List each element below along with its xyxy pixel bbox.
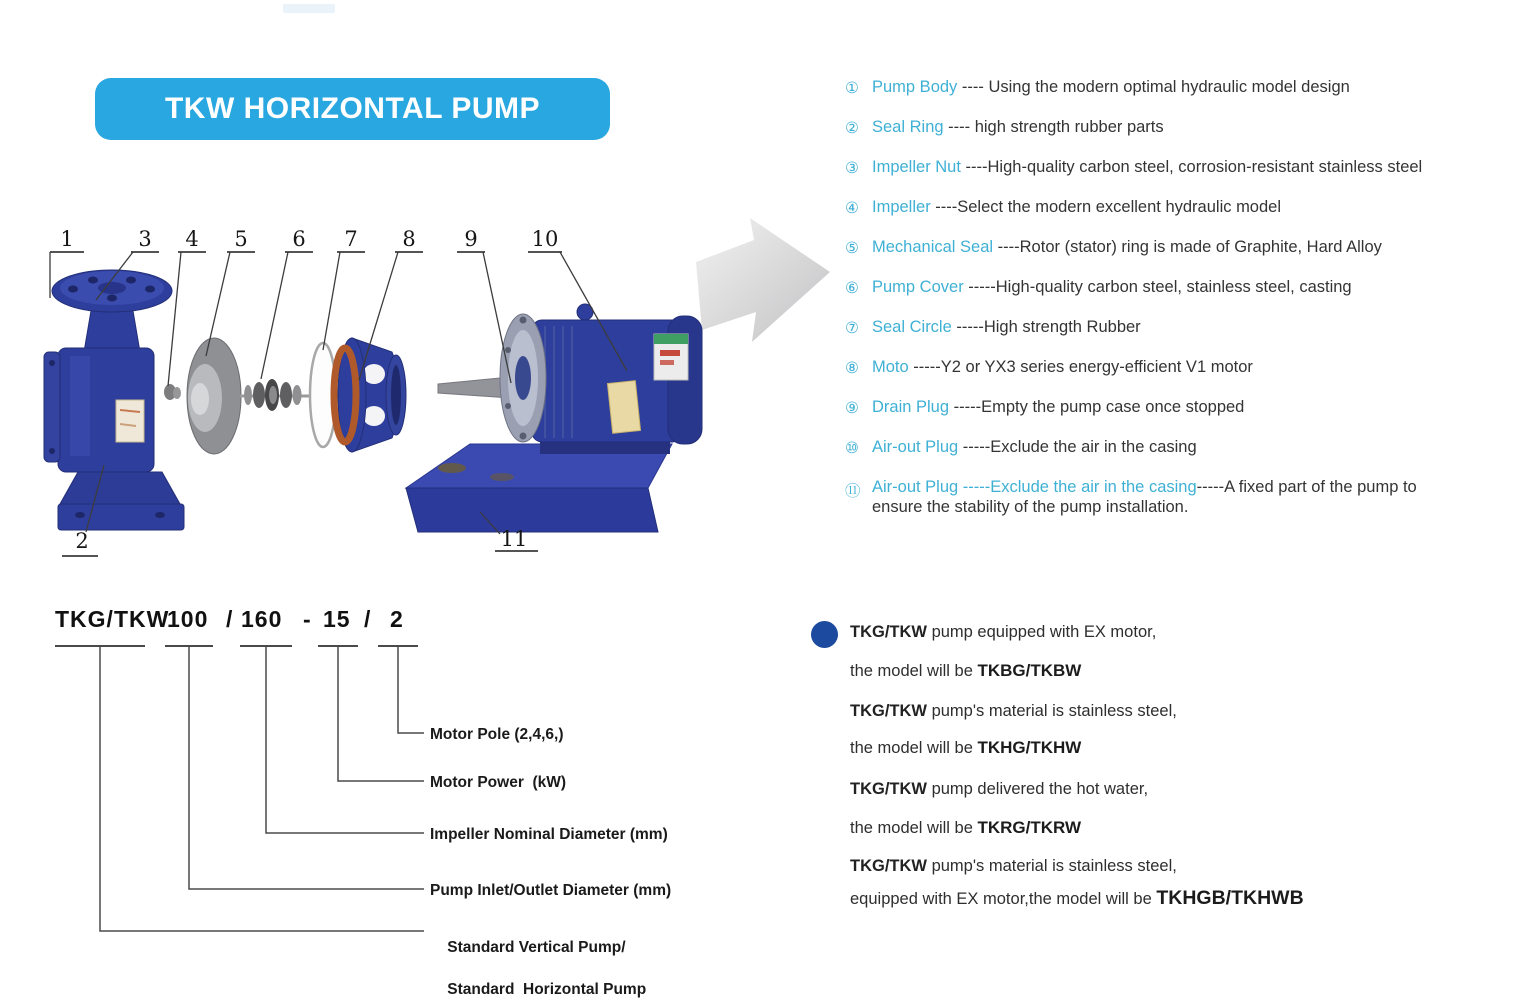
item-number: ⑥ <box>845 280 859 297</box>
list-item <box>845 318 1505 358</box>
part-desc: -----High strength Rubber <box>951 318 1141 336</box>
label-motor-pole: Motor Pole (2,4,6,) <box>430 726 564 743</box>
note-line <box>850 661 1081 681</box>
note-text: pump equipped with EX motor, <box>926 623 1157 641</box>
scan-artifact <box>283 4 335 13</box>
note-series: TKG/TKW <box>850 780 927 798</box>
callout-2: 2 <box>75 529 89 553</box>
label-pump-type-line2: Standard Horizontal Pump <box>447 981 647 998</box>
impeller <box>164 338 241 454</box>
list-item <box>845 78 1505 118</box>
part-name: Pump Body <box>872 78 958 96</box>
shaft-seals <box>240 379 310 411</box>
part-name: Drain Plug <box>872 398 950 416</box>
note-line <box>850 738 1081 758</box>
callout-1: 1 <box>60 227 74 251</box>
part-desc: ----High-quality carbon steel, corrosion-resistant stainless steel <box>960 158 1423 176</box>
model-seg-series: TKG/TKW <box>55 606 170 632</box>
note-text: pump's material is stainless steel, <box>926 702 1177 720</box>
motor <box>438 304 702 454</box>
callout-9: 9 <box>464 227 478 251</box>
list-item <box>845 478 1505 518</box>
item-number: ⑩ <box>845 440 859 457</box>
label-inlet-outlet: Pump Inlet/Outlet Diameter (mm) <box>430 882 672 899</box>
note-series: TKG/TKW <box>850 857 927 875</box>
exploded-pump-diagram <box>30 200 840 570</box>
note-bullet-icon <box>811 621 838 648</box>
callout-6: 6 <box>292 227 306 251</box>
item-number: ⑤ <box>845 240 859 257</box>
part-name: Mechanical Seal <box>872 238 994 256</box>
part-desc: -----A fixed part of the pump to <box>1196 478 1417 496</box>
note-series: TKG/TKW <box>850 623 927 641</box>
item-number: ① <box>845 80 859 97</box>
arrow-icon <box>696 218 830 342</box>
model-seg-slash1: / <box>226 606 234 632</box>
part-desc: -----High-quality carbon steel, stainless steel, casting <box>963 278 1352 296</box>
part-desc: ----Rotor (stator) ring is made of Graphite, Hard Alloy <box>993 238 1382 256</box>
item-number: ⑦ <box>845 320 859 337</box>
callout-10: 10 <box>531 227 559 251</box>
list-item <box>845 278 1505 318</box>
part-name: Seal Ring <box>872 118 944 136</box>
part-name: Moto <box>872 358 909 376</box>
item-number: ⑪ <box>845 483 861 500</box>
item-number: ⑨ <box>845 400 859 417</box>
part-desc-line2: ensure the stability of the pump installation. <box>872 498 1189 516</box>
note-line <box>850 818 1081 838</box>
note-text: the model will be <box>850 819 978 837</box>
part-desc: -----Empty the pump case once stopped <box>949 398 1245 416</box>
part-desc: -----Exclude the air in the casing <box>958 438 1197 456</box>
label-motor-power: Motor Power (kW) <box>430 774 567 791</box>
list-item <box>845 438 1505 478</box>
note-model: TKHG/TKHW <box>977 738 1082 757</box>
list-item <box>845 118 1505 158</box>
model-seg-impeller: 160 <box>241 606 283 632</box>
page-title: TKW HORIZONTAL PUMP <box>164 92 541 125</box>
model-seg-power: 15 <box>323 606 351 632</box>
item-number: ② <box>845 120 859 137</box>
note-line <box>850 856 1177 876</box>
item-number: ⑧ <box>845 360 859 377</box>
note-line <box>850 701 1177 721</box>
part-name: Air-out Plug -----Exclude the air in the casing <box>872 478 1197 496</box>
part-name: Impeller Nut <box>872 158 961 176</box>
pump-body <box>44 270 184 530</box>
note-line <box>850 622 1156 642</box>
base-plate <box>406 444 672 532</box>
part-name: Pump Cover <box>872 278 964 296</box>
list-item <box>845 358 1505 398</box>
item-number: ③ <box>845 160 859 177</box>
note-text: pump's material is stainless steel, <box>926 857 1177 875</box>
model-seg-dash: - <box>303 606 312 632</box>
note-series: TKG/TKW <box>850 702 927 720</box>
label-pump-type <box>430 916 646 1000</box>
item-number: ④ <box>845 200 859 217</box>
model-seg-inlet: 100 <box>167 606 209 632</box>
note-text: the model will be <box>850 662 978 680</box>
list-item <box>845 158 1505 198</box>
part-name: Seal Circle <box>872 318 952 336</box>
callout-11: 11 <box>500 527 528 551</box>
parts-list <box>845 78 1505 518</box>
callout-7: 7 <box>344 227 358 251</box>
callout-5: 5 <box>234 227 248 251</box>
note-text: the model will be <box>850 739 978 757</box>
list-item <box>845 198 1505 238</box>
label-pump-type-line1: Standard Vertical Pump/ <box>447 939 626 956</box>
part-name: Air-out Plug <box>872 438 959 456</box>
note-model: TKRG/TKRW <box>977 818 1082 837</box>
part-name: Impeller <box>872 198 931 216</box>
model-seg-pole: 2 <box>390 606 404 632</box>
note-text: equipped with EX motor,the model will be <box>850 890 1157 908</box>
note-text: pump delivered the hot water, <box>926 780 1149 798</box>
part-desc: ----Select the modern excellent hydraulic model <box>930 198 1282 216</box>
note-model: TKBG/TKBW <box>977 661 1082 680</box>
part-desc: ---- Using the modern optimal hydraulic model design <box>957 78 1350 96</box>
part-desc: -----Y2 or YX3 series energy-efficient V1 motor <box>908 358 1253 376</box>
list-item <box>845 398 1505 438</box>
label-impeller-diam: Impeller Nominal Diameter (mm) <box>430 826 668 843</box>
note-line <box>850 779 1148 799</box>
part-desc: ---- high strength rubber parts <box>943 118 1164 136</box>
list-item <box>845 238 1505 278</box>
pump-cover <box>334 338 406 452</box>
model-seg-slash2: / <box>364 606 372 632</box>
note-model: TKHGB/TKHWB <box>1156 887 1304 909</box>
callout-4: 4 <box>185 227 199 251</box>
callout-3: 3 <box>138 227 152 251</box>
callout-8: 8 <box>402 227 416 251</box>
note-line <box>850 887 1304 910</box>
title-banner <box>95 78 610 140</box>
